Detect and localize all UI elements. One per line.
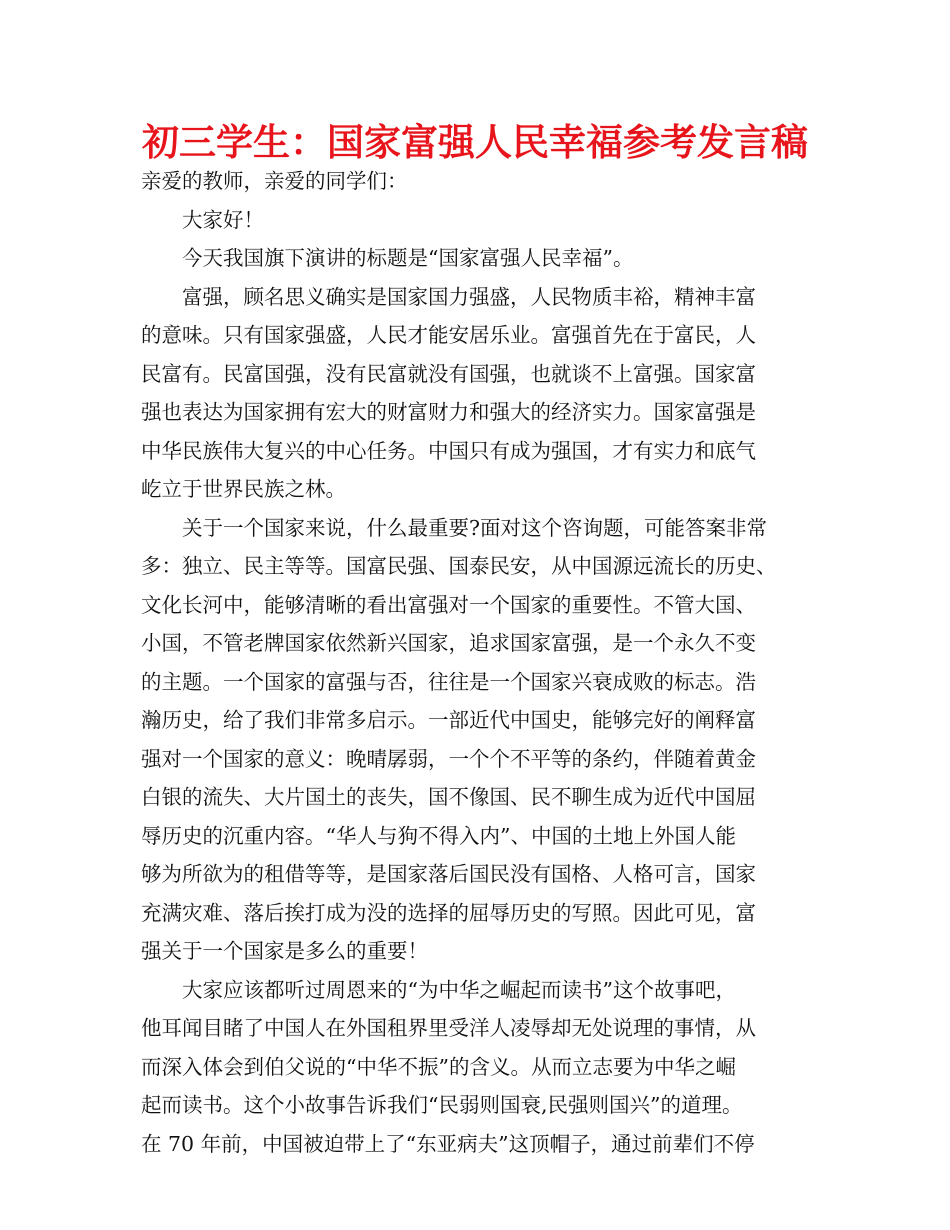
text-line: 小国，不管老牌国家依然新兴国家，追求国家富强，是一个永久不变 bbox=[141, 631, 756, 655]
text-line: 辱历史的沉重内容。“华人与狗不得入内”、中国的土地上外国人能 bbox=[141, 823, 736, 848]
text-line: 屹立于世界民族之林。 bbox=[141, 477, 346, 501]
text-line: 在 70 年前，中国被迫带上了“东亚病夫”这顶帽子，通过前辈们不停 bbox=[141, 1131, 755, 1156]
text-line: 他耳闻目睹了中国人在外国租界里受洋人凌辱却无处说理的事情，从 bbox=[141, 1016, 756, 1040]
text-line: 关于一个国家来说，什么最重要?面对这个咨询题，可能答案非常 bbox=[182, 515, 767, 540]
text-line: 够为所欲为的租借等等，是国家落后国民没有国格、人格可言，国家 bbox=[141, 862, 756, 886]
text-line: 多：独立、民主等等。国富民强、国泰民安，从中国源远流长的历史、 bbox=[141, 554, 777, 578]
text-line: 大家应该都听过周恩来的“为中华之崛起而读书”这个故事吧， bbox=[182, 977, 736, 1002]
document-body bbox=[141, 162, 821, 1163]
text-line: 文化长河中，能够清晰的看出富强对一个国家的重要性。不管大国、 bbox=[141, 592, 756, 617]
text-line: 起而读书。这个小故事告诉我们“民弱则国衰,民强则国兴”的道理。 bbox=[141, 1093, 743, 1117]
text-line: 的主题。一个国家的富强与否，往往是一个国家兴衰成败的标志。浩 bbox=[141, 669, 756, 694]
text-line: 中华民族伟大复兴的中心任务。中国只有成为强国，才有实力和底气 bbox=[141, 438, 756, 463]
text-line: 强也表达为国家拥有宏大的财富财力和强大的经济实力。国家富强是 bbox=[141, 400, 756, 424]
text-line: 白银的流失、大片国土的丧失，国不像国、民不聊生成为近代中国屈 bbox=[141, 785, 756, 809]
text-line: 民富有。民富国强，没有民富就没有国强，也就谈不上富强。国家富 bbox=[141, 361, 756, 386]
text-line: 富强，顾名思义确实是国家国力强盛，人民物质丰裕，精神丰富 bbox=[182, 284, 756, 309]
document-title: 初三学生：国家富强人民幸福参考发言稿 bbox=[142, 121, 808, 164]
text-line: 大家好！ bbox=[182, 207, 264, 232]
text-line: 强对一个国家的意义：晚晴孱弱，一个个不平等的条约，伴随着黄金 bbox=[141, 746, 756, 771]
text-line: 而深入体会到伯父说的“中华不振”的含义。从而立志要为中华之崛 bbox=[141, 1054, 736, 1079]
text-line: 今天我国旗下演讲的标题是“国家富强人民幸福”。 bbox=[182, 246, 634, 270]
text-line: 的意味。只有国家强盛，人民才能安居乐业。富强首先在于富民，人 bbox=[141, 323, 756, 347]
text-line: 瀚历史，给了我们非常多启示。一部近代中国史，能够完好的阐释富 bbox=[141, 708, 756, 732]
text-line: 亲爱的教师，亲爱的同学们： bbox=[141, 169, 408, 193]
text-line: 充满灾难、落后挨打成为没的选择的屈辱历史的写照。因此可见，富 bbox=[141, 900, 756, 925]
text-line: 强关于一个国家是多么的重要！ bbox=[141, 939, 428, 963]
